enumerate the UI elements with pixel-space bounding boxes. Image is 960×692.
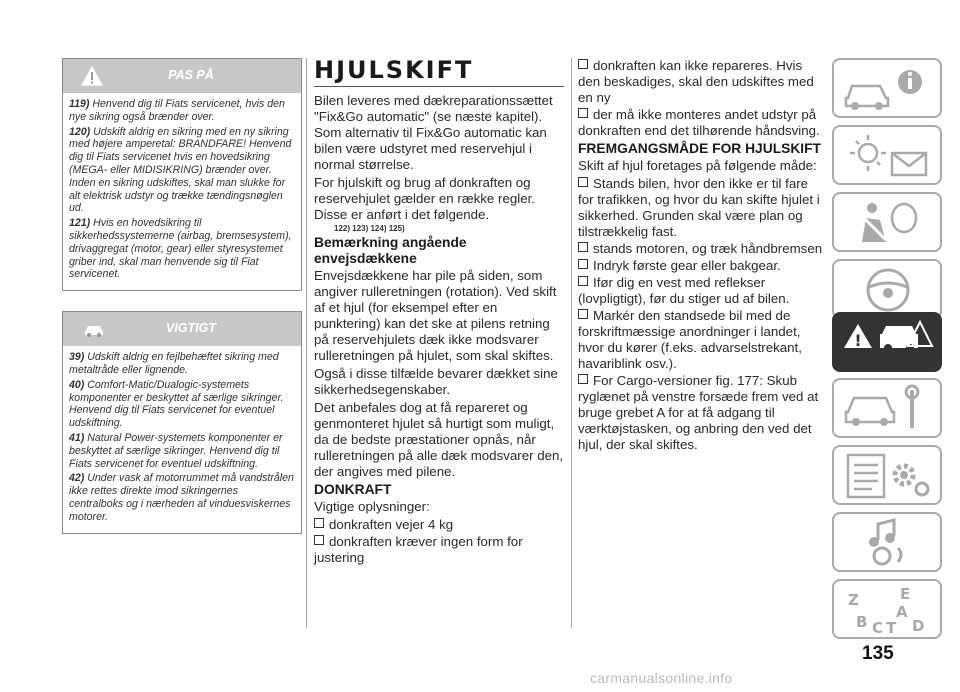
important-box-header: [63, 312, 301, 346]
note-text: Udskift aldrig en sikring med en ny sikring med højere amperetal: BRANDFARE! Henvend dig til Fiats servicenet hvis en hovedsikring (MEGA- eller MIDISIKRING) brænder over. Inden en sikring udskiftes, skal man slukke for alt elektrisk udstyr og trække tændingsnøglen ud.: [69, 125, 292, 215]
list-item-text: der må ikke monteres andet udstyr på donkraften end det tilhørende håndsving.: [578, 107, 820, 138]
multimedia-icon[interactable]: [832, 512, 942, 572]
note-references: 122) 123) 124) 125): [334, 224, 405, 233]
checkbox-bullet-icon: [578, 108, 588, 118]
step-text: For Cargo-versioner fig. 177: Skub ryglænet på venstre forsæde frem ved at bruge grebet A for at få adgang til værktøjstasken, og anbring den ved det hjul, der skal skiftes.: [578, 373, 819, 452]
note-text: Henvend dig til Fiats servicenet, hvis den nye sikring også brænder over.: [69, 98, 285, 123]
note-text: Comfort-Matic/Dualogic-systemets komponenter er beskyttet af særlige sikringer. Henvend dig til Fiats servicenet for eventuel udskiftning.: [69, 378, 284, 430]
paragraph: Vigtige oplysninger:: [314, 499, 430, 514]
note-item: [69, 98, 295, 124]
caution-box: [62, 58, 302, 291]
note-item: [69, 351, 295, 377]
note-text: Udskift aldrig en fejlbehæftet sikring med metaltråde eller lignende.: [69, 351, 279, 376]
important-box: [62, 311, 302, 533]
wheel-change-column: [314, 58, 564, 567]
svg-text:!: !: [854, 331, 862, 350]
checkbox-bullet-icon: [578, 242, 588, 252]
list-item-text: donkraften vejer 4 kg: [329, 517, 454, 532]
index-letter: T: [886, 619, 897, 635]
emergency-icon[interactable]: [832, 312, 942, 372]
warnings-column: [62, 58, 302, 554]
checkbox-bullet-icon: [578, 259, 588, 269]
note-text: Under vask af motorrummet må vandstrålen ikke rettes direkte imod sikringernes centralboks og i nærheden af vinduesviskernes motorer.: [69, 472, 294, 523]
note-number: 41): [69, 431, 85, 444]
step-text: stands motoren, og træk håndbremsen: [593, 241, 823, 256]
step-item: [578, 373, 826, 453]
important-box-title: VIGTIGT: [166, 321, 216, 336]
checkbox-bullet-icon: [578, 374, 588, 384]
subheading: FREMGANGSMÅDE FOR HJULSKIFT: [578, 141, 821, 156]
watermark: carmanualsonline.info: [590, 670, 733, 686]
list-item: [314, 534, 564, 566]
caution-box-header: [63, 59, 301, 93]
note-item: [69, 379, 295, 430]
step-item: [578, 241, 826, 257]
car-maintenance-icon[interactable]: [832, 378, 942, 438]
note-number: 42): [69, 472, 85, 485]
checkbox-bullet-icon: [314, 518, 324, 528]
list-item-text: donkraften kræver ingen form for justering: [314, 534, 523, 565]
subheading: Bemærkning angående envejsdækkene: [314, 235, 467, 266]
step-text: Indryk første gear eller bakgear.: [593, 258, 781, 273]
note-item: [69, 126, 295, 216]
checkbox-bullet-icon: [578, 59, 588, 69]
step-item: [578, 275, 826, 307]
list-item: [578, 58, 826, 106]
note-text: Hvis en hovedsikring til sikkerhedssystemerne (airbag, bremsesystem), drivaggregat (motor, gear) eller styresystemet griber ind, skal man henvende sig til Fiat servicenet.: [69, 217, 292, 281]
note-number: 120): [69, 125, 91, 138]
checkbox-bullet-icon: [578, 177, 588, 187]
step-text: Stands bilen, hvor den ikke er til fare for trafikken, og hvor du kan skifte hjulet i sikkerhed. Grunden skal være plan og tilstrækkelig fast.: [578, 176, 820, 239]
steering-wheel-icon[interactable]: [832, 259, 942, 319]
index-letter: D: [912, 617, 925, 635]
index-letter: B: [856, 613, 868, 631]
important-notes: [63, 346, 301, 532]
technical-data-icon[interactable]: [832, 445, 942, 505]
paragraph: Bilen leveres med dækreparationssættet "Fix&Go automatic" (se næste kapitel). Som alternativ til Fix&Go automatic kan bilen være udstyret med reservehjul i normal størrelse.: [314, 93, 553, 172]
note-number: 121): [69, 217, 91, 230]
index-letter: Z: [848, 591, 859, 609]
section-title: HJULSKIFT: [314, 56, 564, 87]
column-divider: [306, 58, 307, 628]
safety-airbag-icon[interactable]: [832, 192, 942, 252]
lights-message-icon[interactable]: [832, 125, 942, 185]
page-number: 135: [862, 643, 894, 664]
paragraph: Det anbefales dog at få repareret og genmonteret hjulet så hurtigt som muligt, da de bedste præstationer opnås, når rulleretningen på alle dæk modsvarer den, der angives med pilene.: [314, 400, 564, 479]
checkbox-bullet-icon: [578, 276, 588, 286]
caution-box-title: PAS PÅ: [168, 68, 214, 82]
step-text: Markér den standsede bil med de forskriftmæssige anordninger i landet, hvor du kører (f.eks. advarselstrekant, havariblink osv.).: [578, 308, 802, 371]
step-item: [578, 258, 826, 274]
paragraph: For hjulskift og brug af donkraften og reservehjulet gælder en række regler. Disse er anført i det følgende.: [314, 175, 535, 222]
step-text: Ifør dig en vest med reflekser (lovpligtigt), før du stiger ud af bilen.: [578, 275, 790, 306]
list-item: [578, 107, 826, 139]
procedure-column: [578, 58, 826, 454]
note-text: Natural Power-systemets komponenter er beskyttet af særlige sikringer. Henvend dig til Fiats servicenet for eventuel udskiftning.: [69, 431, 283, 470]
index-letter: C: [872, 619, 884, 635]
checkbox-bullet-icon: [578, 309, 588, 319]
caution-notes: [63, 93, 301, 290]
note-item: [69, 472, 295, 523]
paragraph: Envejsdækkene har pile på siden, som angiver rulleretningen (rotation). Ved skift af et hjul (for eksempel efter en punktering) kan det ske at pilens retning på reservehjulets dæk ikke modsvarer rulleretningen på hjulet, som skal skiftes.: [314, 268, 557, 363]
index-icon[interactable]: [832, 579, 942, 639]
note-item: [69, 217, 295, 281]
note-number: 40): [69, 378, 85, 391]
subheading: DONKRAFT: [314, 482, 392, 497]
paragraph: Også i disse tilfælde bevarer dækket sine sikkerhedsegenskaber.: [314, 366, 558, 397]
step-item: [578, 176, 826, 240]
car-info-icon[interactable]: [832, 58, 942, 118]
note-item: [69, 432, 295, 470]
checkbox-bullet-icon: [314, 535, 324, 545]
list-item-text: donkraften kan ikke repareres. Hvis den beskadiges, skal den udskiftes med en ny: [578, 58, 814, 105]
column-divider: [571, 58, 572, 628]
note-number: 119): [69, 98, 90, 110]
paragraph: Skift af hjul foretages på følgende måde:: [578, 158, 817, 173]
index-letter: A: [896, 603, 908, 621]
note-number: 39): [69, 351, 85, 364]
step-item: [578, 308, 826, 372]
index-letter: E: [900, 585, 911, 603]
list-item: [314, 517, 564, 533]
